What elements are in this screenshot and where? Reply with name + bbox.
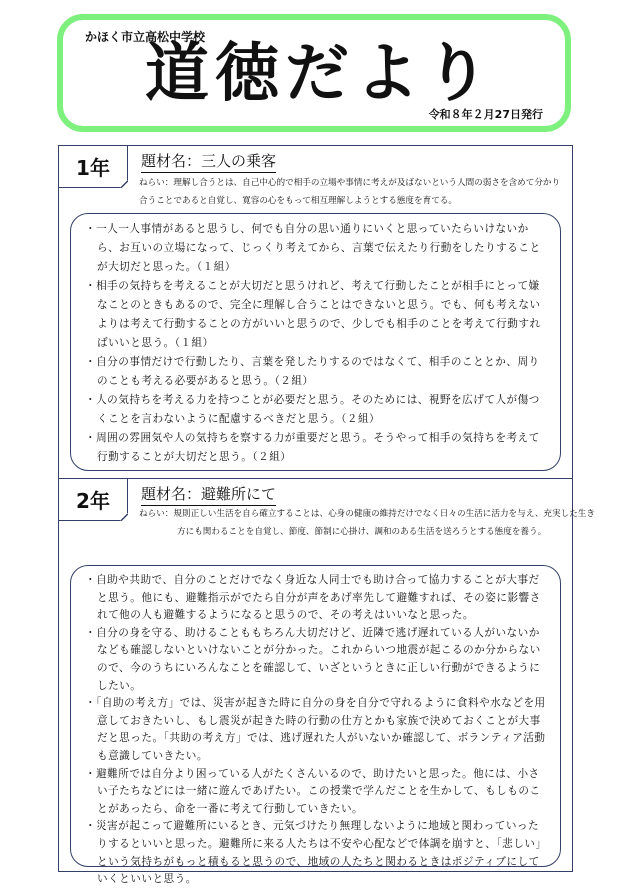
comment-item: ・自分の身を守る、助けることももちろん大切だけど、近隣で逃げ遅れている人がいないかなども確認しないといけないことが分かった。これからいつ地震が起こるのか分からないので、今のうちにいろんなことを確認して、いざというときに正しい行動ができるようにしたい。 (85, 626, 541, 692)
comment-item: ・相手の気持ちを考えることが大切だと思うけれど、考えて行動したことが相手にとって嫌なことのときもあるので、完全に理解し合うことはできないと思う。でも、何も考えないよりは考えて行動することの方がいいと思うので、少しでも相手のことを考えて行動すればいいと思う。（１組） (85, 280, 541, 349)
issue-date: 令和８年２月27日発行 (428, 108, 543, 121)
comments-box (70, 213, 561, 471)
lesson-aim: ねらい：理解し合うとは、自己中心的で相手の立場や事情に考えが及ばないという人間の弱さを含めて分かり合うことであると自覚し、寛容の心をもって相互理解しようとする態度を育てる。 (139, 178, 561, 206)
comment-item: ・「自助の考え方」では、災害が起きた時に自分の身を自分で守れるように食料や水などを用意しておきたいし、もし震災が起きた時の行動の仕方とかも家族で決めておくことが大事だと思った。「共助の考え方」では、逃げ遅れた人がいないか確認して、ボランティア活動も意識していきたい。 (85, 697, 546, 762)
comment-item: ・自助や共助で、自分のことだけでなく身近な人同士でも助け合って協力することが大事だと思う。他にも、避難指示がでたら自分が声をあげ率先して避難すれば、その姿に影響されて他の人も避難するようになると思うので、その考えはいいなと思った。 (85, 574, 541, 622)
comment-item: ・自分の事情だけで行動したり、言葉を発したりするのではなくて、相手のこととか、周りのことも考える必要があると思う。（２組） (85, 356, 540, 387)
comment-item: ・一人一人事情があると思うし、何でも自分の思い通りにいくと思っていたらいけないから、お互いの立場になって、じっくり考えてから、言葉で伝えたり行動をしたりすることが大切だと思った。（１組） (85, 223, 541, 273)
school-name: かほく市立高松中学校 (85, 30, 206, 44)
comments-box (70, 565, 561, 886)
lesson-aim: ねらい：規則正しい生活を自ら確立することは、心身の健康の維持だけでなく日々の生活に活力を与え、充実した生き方にも関わることを自覚し、節度、節制に心掛け、調和のある生活を送ろうとする態度を養う。 (139, 509, 595, 537)
grade-label: 1年 (58, 145, 128, 188)
comment-item: ・周囲の雰囲気や人の気持ちを察する力が重要だと思う。そうやって相手の気持ちを考えて行動することが大切だと思う。（２組） (85, 432, 540, 463)
comment-item: ・人の気持ちを考える力を持つことが必要だと思う。そのためには、視野を広げて人が傷つくことを言わないように配慮するべきだと思う。（２組） (85, 394, 540, 425)
grade-2-section (58, 478, 595, 886)
masthead (57, 14, 571, 132)
grade-1-section (58, 145, 573, 479)
topic-title: 題材名：三人の乗客 (141, 150, 276, 173)
comment-item: ・災害が起こって避難所にいるとき、元気づけたり無理しないように地域と関わっていったりするといいと思った。避難所に来る人たちは不安や心配などで体調を崩すと、「悲しい」という気持ちがもっと積もると思うので、地域の人たちと関わるときはポジティブにしていくといいと思う。 (85, 820, 547, 886)
topic-title: 題材名：避難所にて (141, 483, 276, 506)
comment-item: ・避難所では自分より困っている人がたくさんいるので、助けたいと思った。他には、小さい子たちなどには一緒に遊んであげたい。この授業で学んだことを生かして、もしものことがあったら、命を一番に考えて行動していきたい。 (85, 767, 541, 815)
grade-label: 2年 (58, 478, 128, 521)
newsletter-title: 道徳だより (145, 37, 495, 111)
